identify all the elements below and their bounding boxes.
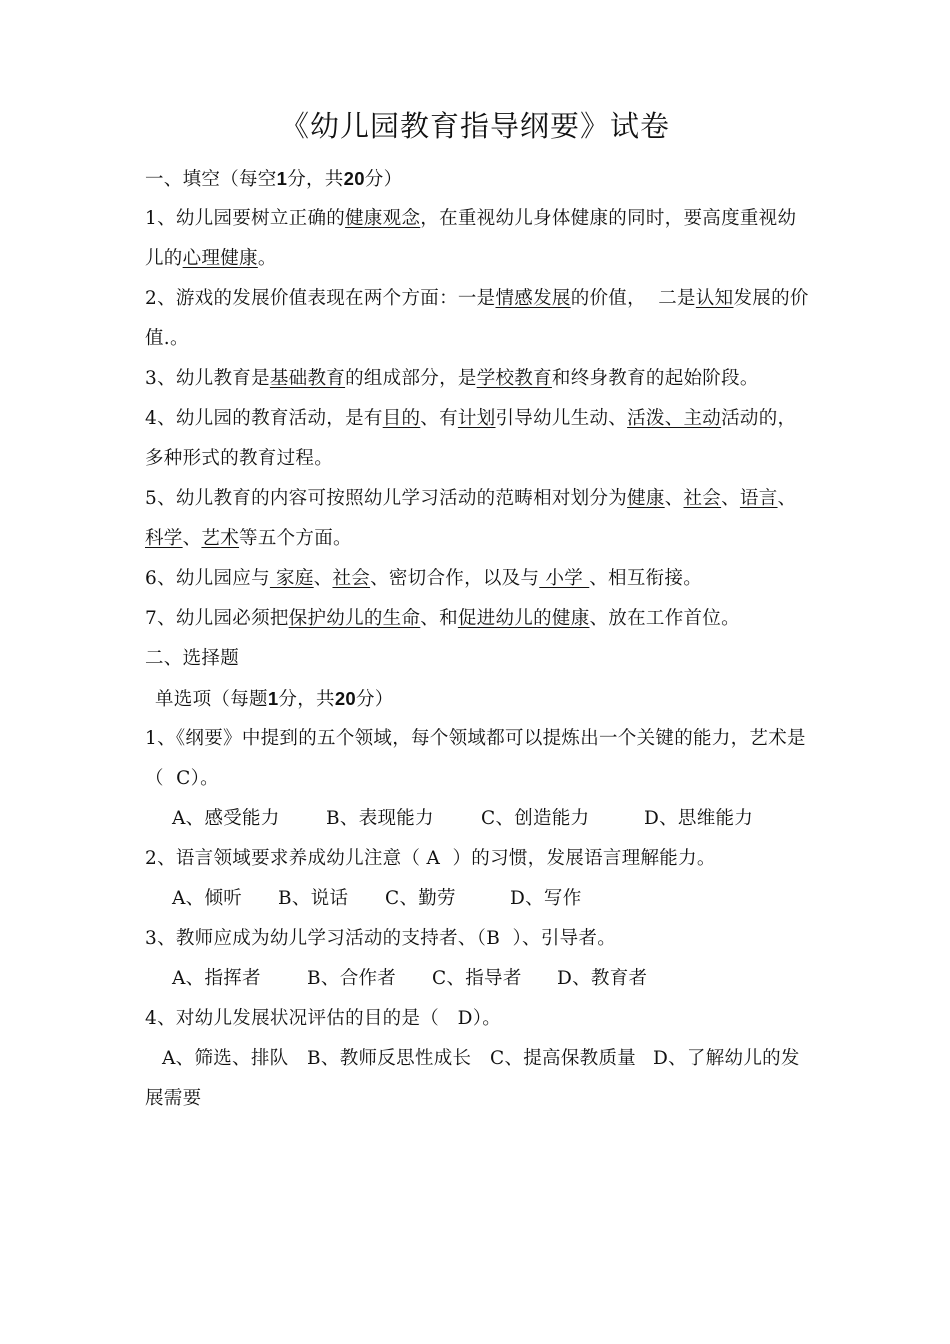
question-text: 活动的， <box>721 408 797 429</box>
question-text: 3、幼儿教育是 <box>145 368 270 389</box>
question-text: 2、游戏的发展价值表现在两个方面：一是 <box>145 288 496 309</box>
option-a: A、筛选、排队 <box>162 1048 289 1069</box>
answer-blank: 家庭 <box>269 568 314 589</box>
heading-text: 分，共 <box>278 689 335 710</box>
question-6 <box>145 559 835 599</box>
question-text: ，在重视幼儿身体健康的同时，要高度重视幼 <box>420 208 797 229</box>
option-b: B、表现能力 <box>326 808 434 829</box>
question-text: 引导幼儿生动、 <box>495 408 628 429</box>
answer-blank: 目的 <box>382 408 421 429</box>
option-b: B、教师反思性成长 <box>307 1048 472 1069</box>
answer-blank: 认知 <box>695 288 734 309</box>
mc-question-1-options <box>172 799 862 839</box>
question-text: 、相互衔接。 <box>589 568 703 589</box>
answer-blank: 促进幼儿的健康 <box>457 608 590 629</box>
mc-question-2-stem: 2、语言领域要求养成幼儿注意（ A ）的习惯，发展语言理解能力。 <box>145 848 716 869</box>
answer-blank: 小学 <box>539 568 590 589</box>
heading-text: 单选项（每题 <box>155 689 268 710</box>
question-text: 。 <box>257 248 277 269</box>
answer-blank: 健康观念 <box>345 208 421 229</box>
answer-blank: 艺术 <box>201 528 240 549</box>
heading-text: 一、填空（每空 <box>145 169 277 190</box>
question-7 <box>145 599 835 639</box>
mc-question-4-options <box>162 1039 852 1079</box>
question-text: 、 <box>182 528 202 549</box>
answer-blank: 活泼、主动 <box>627 408 722 429</box>
answer-blank: 健康 <box>627 488 665 509</box>
question-5-line-2 <box>145 519 835 559</box>
heading-text: 分，共 <box>287 169 344 190</box>
total-points: 20 <box>343 168 365 189</box>
mc-question-3-stem: 3、教师应成为幼儿学习活动的支持者、（B ）、引导者。 <box>145 928 617 949</box>
heading-text: 分） <box>364 169 403 190</box>
mc-question-1-stem: 1、《纲要》中提到的五个领域，每个领域都可以提炼出一个关键的能力，艺术是 <box>145 728 806 749</box>
answer-blank: 心理健康 <box>182 248 258 269</box>
question-text: 的组成部分，是 <box>345 368 477 389</box>
option-b: B、说话 <box>278 888 349 909</box>
question-text: 值.。 <box>145 328 189 349</box>
question-text: 、有 <box>420 408 458 429</box>
page-title: 《幼儿园教育指导纲要》试卷 <box>279 109 670 143</box>
mc-question-4-option-continuation: 展需要 <box>145 1088 202 1109</box>
option-a: A、倾听 <box>172 888 243 909</box>
question-text: 等五个方面。 <box>239 528 352 549</box>
question-text: 、和 <box>420 608 458 629</box>
question-text: 7、幼儿园必须把 <box>145 608 289 629</box>
question-text: 、 <box>777 488 797 509</box>
question-text: 儿的 <box>145 248 183 269</box>
question-5-line-1 <box>145 479 835 519</box>
option-c: C、提高保教质量 <box>490 1048 637 1069</box>
mc-question-2-options <box>172 879 862 919</box>
heading-text: 分） <box>356 689 394 710</box>
question-1-line-1 <box>145 199 835 239</box>
option-d: D、了解幼儿的发 <box>653 1048 800 1069</box>
answer-blank: 语言 <box>739 488 778 509</box>
answer-blank: 学校教育 <box>476 368 552 389</box>
question-text: 发展的价 <box>733 288 809 309</box>
single-choice-subheading <box>155 679 845 719</box>
question-text: 4、幼儿园的教育活动，是有 <box>145 408 383 429</box>
answer-blank: 保护幼儿的生命 <box>288 608 421 629</box>
option-a: A、感受能力 <box>172 808 280 829</box>
question-text: 、 <box>721 488 740 509</box>
question-text: 多种形式的教育过程。 <box>145 448 334 469</box>
question-text: 5、幼儿教育的内容可按照幼儿学习活动的范畴相对划分为 <box>145 488 628 509</box>
points-per-question: 1 <box>267 688 279 709</box>
question-text: 1、幼儿园要树立正确的 <box>145 208 346 229</box>
question-text: 、 <box>313 568 333 589</box>
answer-blank: 社会 <box>332 568 371 589</box>
answer-blank: 计划 <box>457 408 496 429</box>
question-text: 、密切合作，以及与 <box>370 568 540 589</box>
question-text: 的价值， 二是 <box>570 288 696 309</box>
option-a: A、指挥者 <box>172 968 261 989</box>
option-c: C、勤劳 <box>385 888 456 909</box>
answer-blank: 情感发展 <box>495 288 571 309</box>
question-text: 、 <box>664 488 684 509</box>
question-text: 和终身教育的起始阶段。 <box>551 368 759 389</box>
question-4-line-1 <box>145 399 835 439</box>
option-c: C、创造能力 <box>481 808 590 829</box>
section-fill-blank-heading <box>145 159 835 199</box>
points-per-blank: 1 <box>276 168 288 189</box>
option-c: C、指导者 <box>432 968 522 989</box>
mc-question-4-stem: 4、对幼儿发展状况评估的目的是（ D）。 <box>145 1008 502 1029</box>
section-multiple-choice-heading: 二、选择题 <box>145 648 240 669</box>
question-text: 、放在工作首位。 <box>589 608 740 629</box>
question-3 <box>145 359 835 399</box>
question-text: 6、幼儿园应与 <box>145 568 270 589</box>
option-d: D、教育者 <box>557 968 648 989</box>
answer-blank: 社会 <box>683 488 722 509</box>
option-d: D、思维能力 <box>644 808 754 829</box>
question-1-line-2 <box>145 239 835 279</box>
answer-blank: 科学 <box>145 528 183 549</box>
question-2-line-1 <box>145 279 835 319</box>
option-b: B、合作者 <box>307 968 397 989</box>
mc-question-1-answer: （ C）。 <box>145 768 219 789</box>
answer-blank: 基础教育 <box>269 368 346 389</box>
question-4-line-2 <box>145 439 835 479</box>
total-points: 20 <box>334 688 356 709</box>
question-2-line-2 <box>145 319 835 359</box>
option-d: D、写作 <box>510 888 582 909</box>
mc-question-3-options <box>172 959 862 999</box>
